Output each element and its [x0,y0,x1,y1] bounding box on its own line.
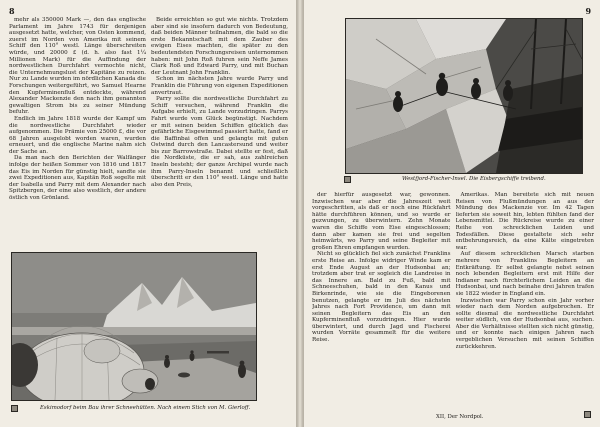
igloo-illustration [11,252,257,401]
right-page [303,0,600,427]
paragraph: Nicht so glücklich fiel sich zunächst Franklins erste Reise an. Infolge widriger Winde kam er erst Ende August an der Hudsonbai an; trotzdem aber trat er sogleich die Landreise in das Innere an. Bald zu Fuß, bald mit Schneeschuhen, bald in den Kanus und Birkenrinde, wie sie die Eingeborenen benutzen, gelangte er im Juli des nächsten Jahres nach Fort Providence, um dann mit seinen Begleitern das Eis an den Kupferminenfluß vorzudringen. Hier wurde überwintert, und durch Jagd und Fischerei wurden Vorräte gesammelt für die weitere Reise. [312,251,451,344]
footer-signature: XII, Der Nordpol. [436,414,484,420]
text-column [456,192,595,407]
text-columns [9,17,288,249]
figure-caption: Eskimodorf beim Bau ihrer Schneehütten. Nach einem Stich von M. Gierloff. [40,405,251,411]
figure-marker [11,405,18,412]
paragraph: Endlich im Jahre 1818 wurde der Kampf um die nordwestliche Durchfahrt wieder aufgenommen. Die Prämie von 25000 £, die vor 68 Jahren ausgelobt worden waren, wurden erneuert, und die englische Marine nahm sich der Sache an. [9,115,146,155]
paragraph: mehr als 350000 Mark —, den das englische Parlament im Jahre 1743 für denjenigen ausgesetzt hatte, welcher, von Osten kommend, zuerst im Norden von Amerika mit seinem Schiff den 110° westl. Länge überschreiten würde, und 20000 £ (d. h. also fast 1¼ Millionen Mark) für die Auffindung der nordwestlichen Durchfahrt vermochte nicht, die Unternehmungslust der Kapitäne zu reizen. Nur zu Lande wurden im nördlichen Kanada die Forschungen weitergeführt, wo Samuel Hearne den Kupferminenfluß entdeckte, während Alexander Mackenzie den nach ihm genannten gewaltigen Strom bis zu seiner Mündung befuhr. [9,17,146,116]
corner-marker [584,411,591,418]
paragraph: Inzwischen war Parry schon ein Jahr vorher wieder nach dem Norden aufgebrochen. Er sollte diesmal die nordwestliche Durchfahrt weiter südlich, von der Hudsonbai aus, suchen. Aber die Verhältnisse stellten sich nicht günstig, und er konnte nach einigen Jahren nach vergeblichen Versuchen mit seinen Schiffen zurückkehren. [455,297,594,350]
page-number: 8 [9,6,15,16]
figure-caption: Westfjord-Fischer-Insel. Die Eisbergschiffe treibend. [402,176,546,182]
ship-in-ice-photo [345,18,583,174]
paragraph: der hierfür ausgesetzt war, gewonnen. Inzwischen war aber die Jahreszeit weit vorgeschritten, als daß er noch eine Rückfahrt hätte durchführen können, und so wurde er gezwungen, zu überwintern. Zehn Monate waren die Schiffe vom Eise eingeschlossen; dann aber kamen sie frei und segelten heimwärts, wo Parry und seine Begleiter mit großen Ehren empfangen wurden. [312,192,451,251]
paragraph: Parry sollte die nordwestliche Durchfahrt zu Schiff versuchen, während Franklin die Aufgabe erhielt, zu Lande vorzudringen. Parrys Fahrt wurde vom Glück begünstigt. Nachdem er mit seinen beiden Schiffen glücklich das gefährliche Eisgewimmel passiert hatte, fand er die Baffinbai offen und gelangte mit guten Ostwind durch den Lancastersund und weiter bis zur Barrowstraße. Dabei stellte er fest, daß die Nordküste, die er sah, aus zahlreichen Inseln besteht; der ganze Archipel wurde nach ihm Parry-Inseln benannt und schließlich überschritt er den 110° westl. Länge und hatte also den Preis, [151,96,288,188]
text-column [9,17,146,249]
left-page [0,0,297,427]
paragraph: Beide erreichten so gut wie nichts. Trotzdem aber sind sie insofern dadurch von Bedeutung, daß beiden Männer teilnahmen, die bald so die erste Bekanntschaft mit dem Zauber des ewigen Eises machten, die später zu den bedeutendsten Forschungsreisen unternommen haben: mit John Roß fuhren sein Neffe James Clark Roß und Edward Parry, und mit Buchan der Leutnant John Franklin. [151,17,288,76]
paragraph: Schon im nächsten Jahre wurde Parry und Franklin die Führung von eigenen Expeditionen anvertraut. [151,76,288,96]
paragraph: Da man nach den Berichten der Walfänger infolge der heißen Sommer von 1816 und 1817 das Eis im Norden für günstig hielt, sandte sie zwei Expeditionen aus, Kapitän Roß segelte mit der Isabella und Parry mit dem Alexander nach Spitzbergen, der eine also westlich, der andere östlich von Grönland. [9,155,146,202]
text-columns [312,192,594,407]
figure-marker [344,176,351,183]
text-column [151,17,288,249]
page-number: 9 [585,6,592,16]
paragraph: Auf diesem schrecklichen Marsch starben mehrere von Franklins Begleitern an Entkräftung. Er selbst gelangte nebst seinen noch lebenden Begleitern erst mit Hilfe der Indianer nach fürchterlichem Leiden an die Hudsonbai, und nach beinahe drei Jahren trafen sie 1822 wieder in England ein. [455,251,594,297]
text-column [312,192,451,407]
paragraph: Amerikas. Man bereitete sich mit neuen Reisen von Flußmündungen an aus der Mündung des Mackenzie vor. Im 42 Tagen lieferten sie soweit hin, lebten fühlten fand der Lebensmittel. Die Rückreise wurde zu einer Reihe von schrecklichen Leiden und Todesfällen. Diese gestaltete sich sehr entbehrungsreich, da eine Kälte eingetreten war. [455,192,594,251]
